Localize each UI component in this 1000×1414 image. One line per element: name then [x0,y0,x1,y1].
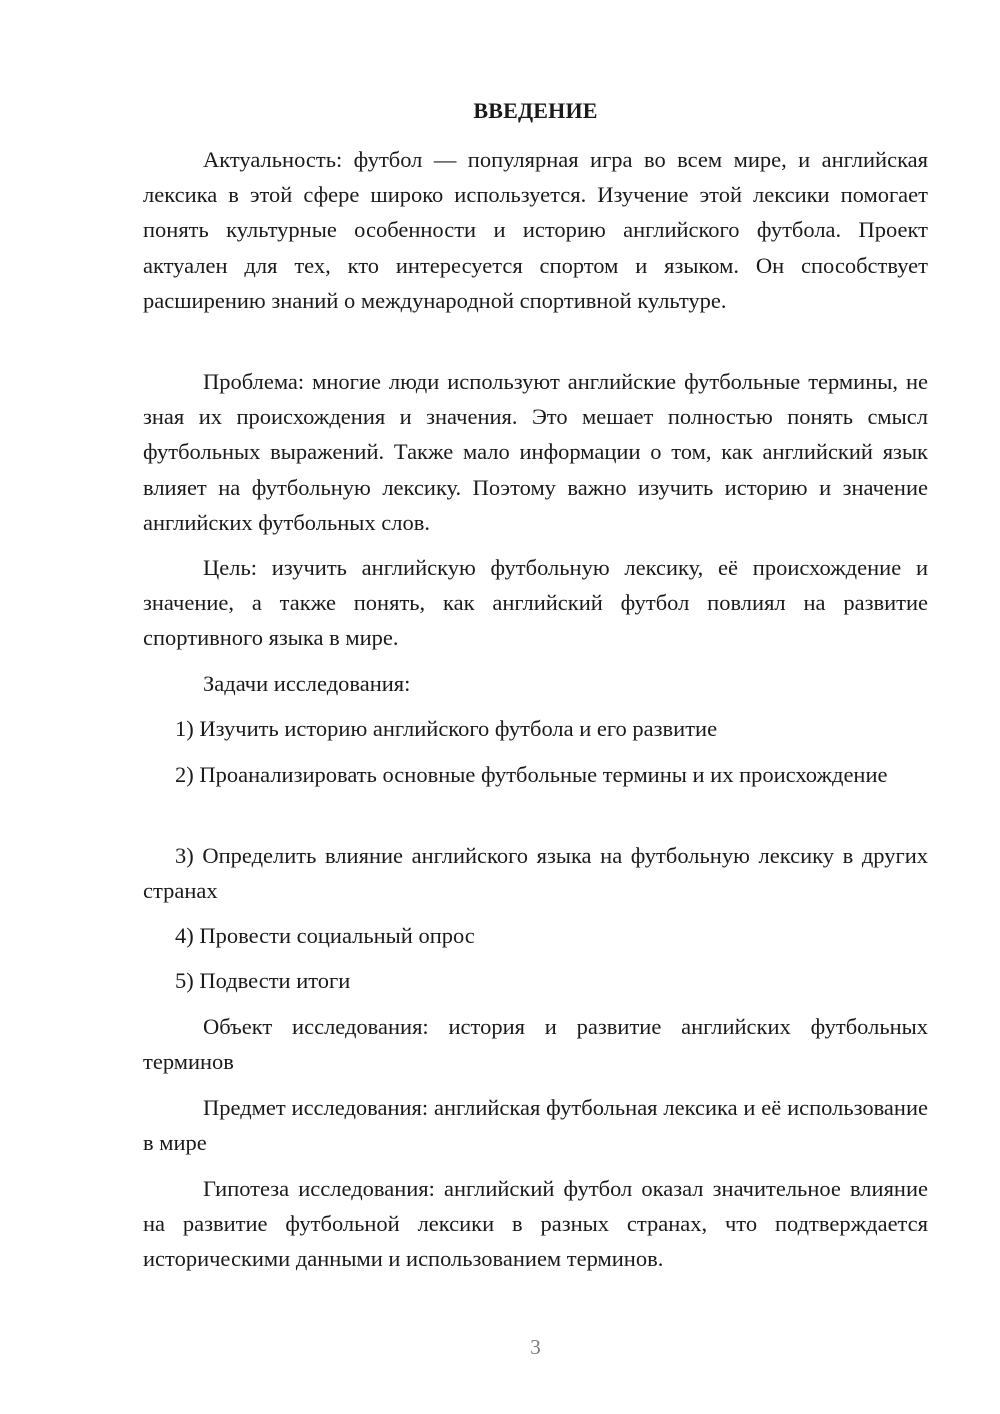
task-item-2: 2) Проанализировать основные футбольные термины и их происхождение [175,762,888,787]
hypothesis-paragraph: Гипотеза исследования: английский футбол оказал значительное влияние на развитие футбольной лексики в разных странах, что подтверждается историческими данными и использованием терминов. [143,1176,928,1272]
task-item-1: 1) Изучить историю английского футбола и его развитие [175,716,718,741]
goal-paragraph: Цель: изучить английскую футбольную лексику, её происхождение и значение, а также понять, как английский футбол повлиял на развитие спортивного языка в мире. [143,555,928,651]
tasks-title: Задачи исследования: [203,671,411,696]
task-item-5: 5) Подвести итоги [175,968,351,993]
task-item-3: 3) Определить влияние английского языка на футбольную лексику в других странах [143,843,928,904]
problem-paragraph: Проблема: многие люди используют английские футбольные термины, не зная их происхождения и значения. Это мешает полностью понять смысл футбольных выражений. Также мало информации о том, как английский язык влияет на футбольную лексику. Поэтому важно изучить историю и значение английских футбольных слов. [143,369,928,535]
relevance-paragraph: Актуальность: футбол — популярная игра во всем мире, и английская лексика в этой сфере широко используется. Изучение этой лексики помогает понять культурные особенности и историю английского футбола. Проект актуален для тех, кто интересуется спортом и языком. Он способствует расширению знаний о международной спортивной культуре. [143,147,928,313]
page-number: 3 [530,1335,541,1359]
subject-paragraph: Предмет исследования: английская футбольная лексика и её использование в мире [143,1095,928,1156]
task-item-4: 4) Провести социальный опрос [175,923,475,948]
page-title: ВВЕДЕНИЕ [473,98,598,123]
object-paragraph: Объект исследования: история и развитие английских футбольных терминов [143,1014,928,1075]
